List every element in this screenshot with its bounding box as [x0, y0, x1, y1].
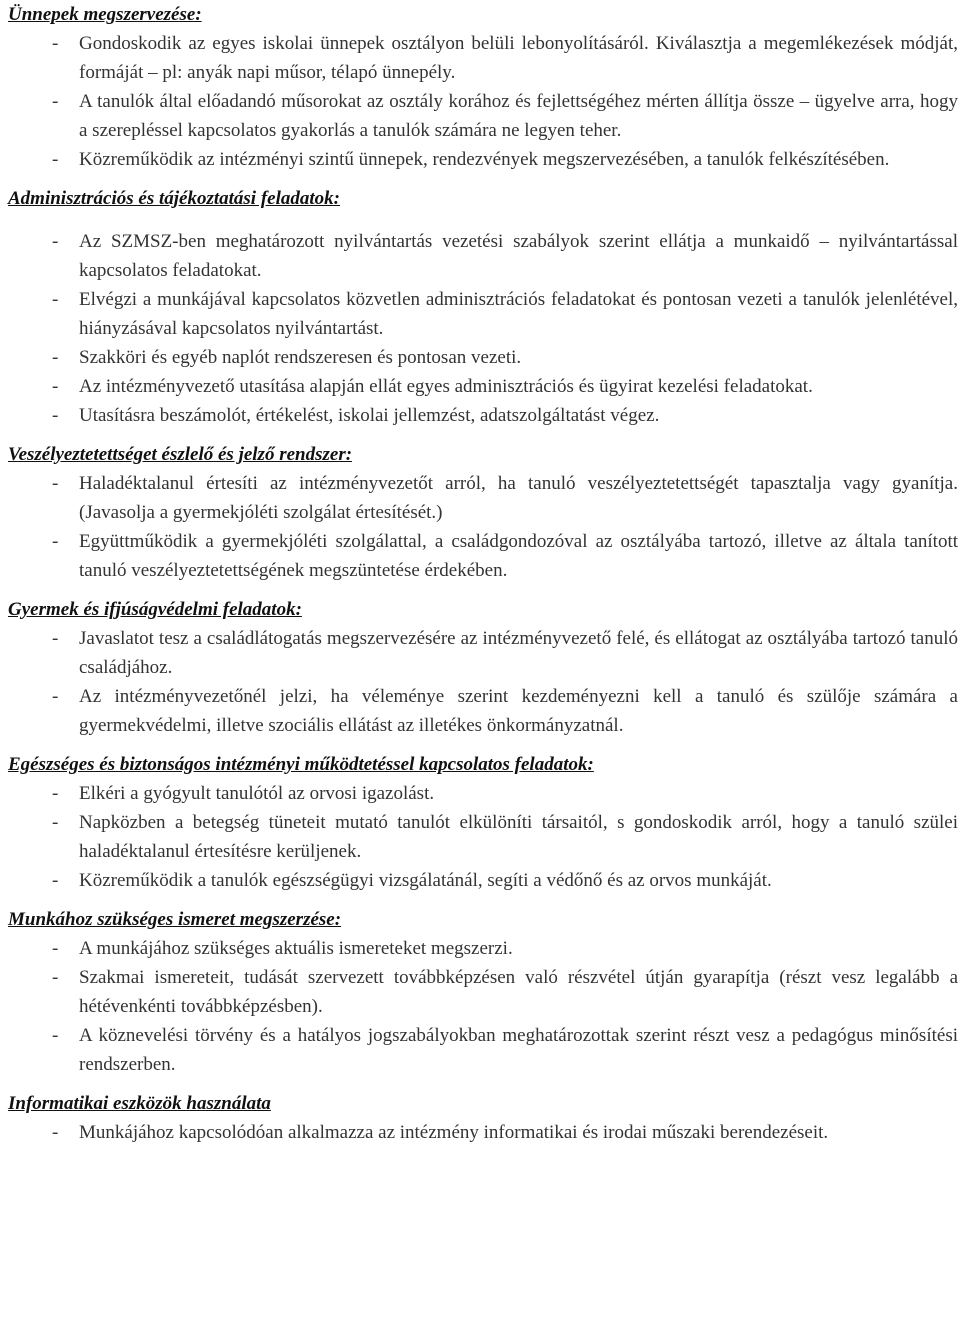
list-item: - Az intézményvezető utasítása alapján ellát egyes adminisztrációs és ügyirat kezelési feladatokat. [8, 372, 958, 401]
list-item: - Haladéktalanul értesíti az intézményvezetőt arról, ha tanuló veszélyeztetettségét tapasztalja vagy gyanítja. (Javasolja a gyermekjóléti szolgálat értesítését.) [8, 469, 958, 527]
list-item: - Gondoskodik az egyes iskolai ünnepek osztályon belüli lebonyolításáról. Kiválasztja a megemlékezések módját, formáját – pl: anyák napi műsor, télapó ünnepély. [8, 29, 958, 87]
section-heading: Munkához szükséges ismeret megszerzése: [8, 909, 342, 930]
list-item: - Az SZMSZ-ben meghatározott nyilvántartás vezetési szabályok szerint ellátja a munkaidő – nyilvántartással kapcsolatos feladatokat. [8, 227, 958, 285]
list-item: - Szakmai ismereteit, tudását szervezett továbbképzésen való részvétel útján gyarapítja (részt vesz legalább a hétévenkénti továbbképzésben). [8, 963, 958, 1021]
document-page [8, 0, 958, 1151]
section-egeszseg [8, 750, 958, 895]
list-item: - Utasításra beszámolót, értékelést, iskolai jellemzést, adatszolgáltatást végez. [8, 401, 958, 430]
bullet-list [8, 29, 958, 174]
section-heading: Ünnepek megszervezése: [8, 4, 202, 25]
list-item: - A köznevelési törvény és a hatályos jogszabályokban meghatározottak szerint részt vesz a pedagógus minősítési rendszerben. [8, 1021, 958, 1079]
bullet-list [8, 624, 958, 740]
section-heading: Adminisztrációs és tájékoztatási feladatok: [8, 188, 340, 209]
section-heading: Veszélyeztetettséget észlelő és jelző rendszer: [8, 444, 353, 465]
section-heading: Gyermek és ifjúságvédelmi feladatok: [8, 599, 302, 620]
section-adminisztracio [8, 184, 958, 430]
bullet-list [8, 934, 958, 1079]
list-item: - Együttműködik a gyermekjóléti szolgálattal, a családgondozóval az osztályába tartozó, illetve az általa tanított tanuló veszélyeztetettségének megszüntetése érdekében. [8, 527, 958, 585]
section-informatika [8, 1089, 958, 1147]
bullet-list [8, 227, 958, 430]
list-item: - Napközben a betegség tüneteit mutató tanulót elkülöníti társaitól, s gondoskodik arról, hogy a tanuló szülei haladéktalanul értesítésre kerüljenek. [8, 808, 958, 866]
list-item: - Javaslatot tesz a családlátogatás megszervezésére az intézményvezető felé, és ellátogat az osztályába tartozó tanuló családjához. [8, 624, 958, 682]
section-unnepek [8, 0, 958, 174]
list-item: - Szakköri és egyéb naplót rendszeresen és pontosan vezeti. [8, 343, 958, 372]
list-item: - Elvégzi a munkájával kapcsolatos közvetlen adminisztrációs feladatokat és pontosan vezeti a tanulók jelenlétével, hiányzásával kapcsolatos nyilvántartást. [8, 285, 958, 343]
bullet-list [8, 469, 958, 585]
list-item: - Az intézményvezetőnél jelzi, ha véleménye szerint kezdeményezni kell a tanuló és szülője számára a gyermekvédelmi, illetve szociális ellátást az illetékes önkormányzatnál. [8, 682, 958, 740]
list-item: - Közreműködik a tanulók egészségügyi vizsgálatánál, segíti a védőnő és az orvos munkáját. [8, 866, 958, 895]
section-gyermekvedelem [8, 595, 958, 740]
section-ismeret [8, 905, 958, 1079]
section-veszelyeztetettseg [8, 440, 958, 585]
list-item: - Munkájához kapcsolódóan alkalmazza az intézmény informatikai és irodai műszaki berendezéseit. [8, 1118, 958, 1147]
list-item: - A munkájához szükséges aktuális ismereteket megszerzi. [8, 934, 958, 963]
section-heading: Egészséges és biztonságos intézményi működtetéssel kapcsolatos feladatok: [8, 754, 594, 775]
list-item: - A tanulók által előadandó műsorokat az osztály korához és fejlettségéhez mérten állítja össze – ügyelve arra, hogy a szerepléssel kapcsolatos gyakorlás a tanulók számára ne legyen teher. [8, 87, 958, 145]
bullet-list [8, 1118, 958, 1147]
section-heading: Informatikai eszközök használata [8, 1093, 271, 1114]
list-item: - Elkéri a gyógyult tanulótól az orvosi igazolást. [8, 779, 958, 808]
bullet-list [8, 779, 958, 895]
list-item: - Közreműködik az intézményi szintű ünnepek, rendezvények megszervezésében, a tanulók felkészítésében. [8, 145, 958, 174]
